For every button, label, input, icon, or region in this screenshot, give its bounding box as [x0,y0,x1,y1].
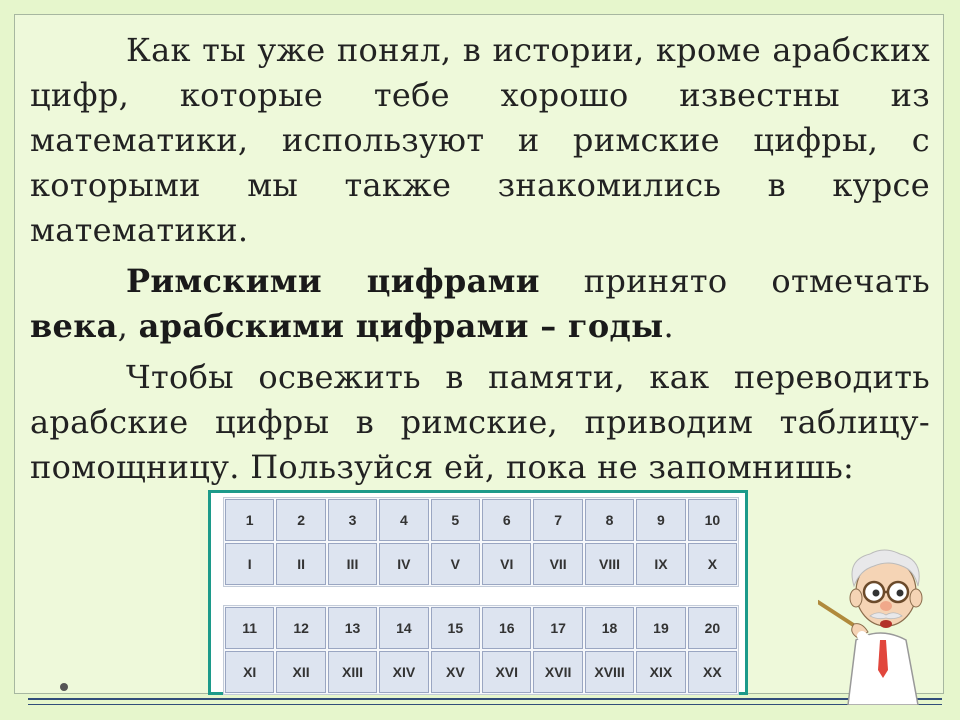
arabic-numeral-cell: 3 [328,499,377,541]
roman-numeral-cell: X [688,543,737,585]
arabic-numeral-cell: 11 [225,607,274,649]
arabic-numeral-cell: 14 [379,607,428,649]
arabic-numeral-cell: 7 [533,499,582,541]
arabic-numeral-cell: 8 [585,499,634,541]
arabic-numeral-cell: 13 [328,607,377,649]
arabic-numeral-cell: 10 [688,499,737,541]
row-roman-1-10 [224,542,738,586]
row-arabic-11-20 [224,606,738,650]
rule-bold-roman: Римскими цифрами [126,262,540,300]
roman-numeral-cell: IV [379,543,428,585]
arabic-numeral-cell: 17 [533,607,582,649]
slide-text [30,28,930,496]
roman-numeral-cell: XIX [636,651,685,693]
arabic-numeral-cell: 19 [636,607,685,649]
rule-text-1: принято отмечать [539,262,930,300]
arabic-numeral-cell: 18 [585,607,634,649]
arabic-numeral-cell: 9 [636,499,685,541]
arabic-numeral-cell: 5 [431,499,480,541]
bullet-dot [60,683,68,691]
roman-numeral-cell: III [328,543,377,585]
professor-illustration [818,540,944,705]
roman-numeral-cell: XV [431,651,480,693]
roman-numeral-cell: VII [533,543,582,585]
roman-numeral-cell: IX [636,543,685,585]
table-block-1-10 [223,497,739,587]
roman-numeral-cell: VI [482,543,531,585]
rule-bold-years: арабскими цифрами – годы [138,307,664,345]
roman-numeral-cell: XII [276,651,325,693]
row-arabic-1-10 [224,498,738,542]
roman-numeral-cell: I [225,543,274,585]
arabic-numeral-cell: 16 [482,607,531,649]
paragraph-table-intro: Чтобы освежить в памяти, как переводить арабские цифры в римские, приводим таблицу-помощницу. Пользуйся ей, пока не запомнишь: [30,358,930,486]
roman-numeral-cell: XVI [482,651,531,693]
roman-numeral-cell: II [276,543,325,585]
rule-text-2: , [117,307,139,345]
arabic-numeral-cell: 4 [379,499,428,541]
roman-numeral-cell: XIV [379,651,428,693]
rule-text-3: . [663,307,674,345]
row-roman-11-20 [224,650,738,694]
arabic-numeral-cell: 20 [688,607,737,649]
bottom-rule [28,698,942,700]
roman-numerals-table [208,490,748,695]
arabic-numeral-cell: 15 [431,607,480,649]
rule-bold-centuries: века [30,307,118,345]
roman-numeral-cell: XIII [328,651,377,693]
arabic-numeral-cell: 1 [225,499,274,541]
paragraph-intro: Как ты уже понял, в истории, кроме арабских цифр, которые тебе хорошо известны из математики, используют и римские цифры, с которыми мы также знакомились в курсе математики. [30,31,930,249]
arabic-numeral-cell: 6 [482,499,531,541]
table-block-11-20 [223,605,739,695]
roman-numeral-cell: XX [688,651,737,693]
roman-numeral-cell: XI [225,651,274,693]
roman-numeral-cell: VIII [585,543,634,585]
paragraph-rule [30,259,930,349]
arabic-numeral-cell: 12 [276,607,325,649]
arabic-numeral-cell: 2 [276,499,325,541]
bottom-rule-thin [28,704,942,705]
roman-numeral-cell: XVII [533,651,582,693]
roman-numeral-cell: V [431,543,480,585]
roman-numeral-cell: XVIII [585,651,634,693]
